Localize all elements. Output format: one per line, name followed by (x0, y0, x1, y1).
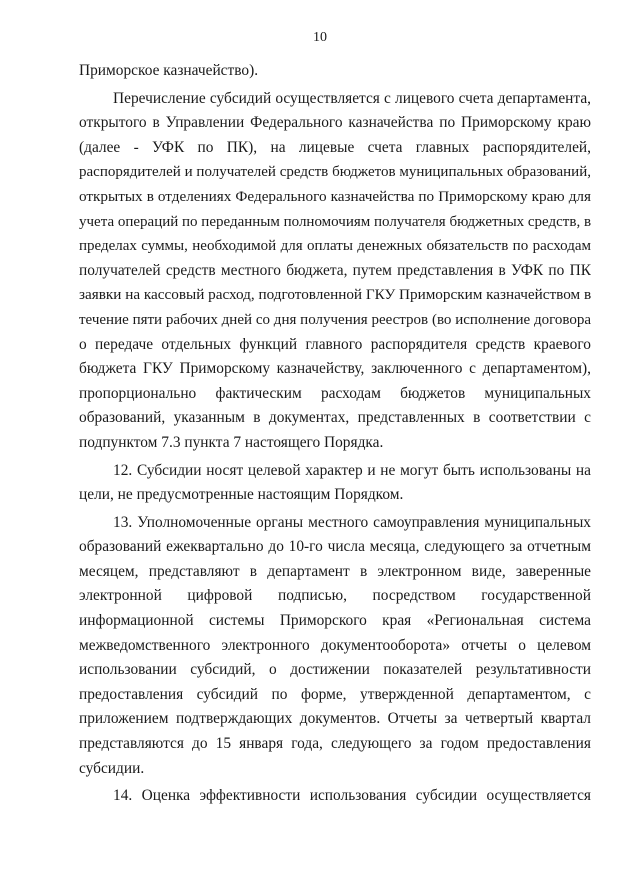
text-line: подпунктом 7.3 пункта 7 настоящего Порядка. (79, 433, 384, 451)
text-line: межведомственного электронного документооборота» отчеты о целевом (79, 636, 591, 654)
text-line: субсидии. (79, 759, 145, 777)
text-line: пропорционально фактическим расходам бюджетов муниципальных (79, 384, 591, 402)
text-line: представляются до 15 января года, следующего за годом предоставления (79, 735, 591, 753)
text-line: цели, не предусмотренные настоящим Порядком. (79, 486, 404, 504)
text-line: (далее - УФК по ПК), на лицевые счета главных распорядителей, (79, 138, 591, 156)
text-line: бюджета ГКУ Приморскому казначейству, заключенного с департаментом), (79, 360, 591, 378)
text-line: течение пяти рабочих дней со дня получения реестров (во исполнение договора (79, 311, 591, 328)
text-line: Перечисление субсидий осуществляется с лицевого счета департамента, (113, 89, 591, 107)
text-line: предоставления субсидий по форме, утвержденной департаментом, с (79, 685, 591, 703)
text-line: 14. Оценка эффективности использования субсидии осуществляется (113, 787, 591, 805)
text-line: образований, указанным в документах, представленных в соответствии с (79, 409, 591, 427)
text-line: открытого в Управлении Федерального казначейства по Приморскому краю (79, 114, 591, 132)
text-line: о передаче отдельных функций главного распорядителя средств краевого (79, 335, 591, 353)
text-line: месяцем, представляют в департамент в электронном виде, заверенные (79, 562, 591, 580)
text-line: открытых в отделениях Федерального казначейства по Приморскому краю для (79, 187, 591, 205)
text-line: приложением подтверждающих документов. Отчеты за четвертый квартал (79, 710, 591, 728)
text-line: распорядителей и получателей средств бюджетов муниципальных образований, (79, 164, 591, 181)
text-line: информационной системы Приморского края «Региональная система (79, 612, 591, 630)
text-line: пределах суммы, необходимой для оплаты денежных обязательств по расходам (79, 238, 591, 255)
text-line: образований ежеквартально до 10-го числа месяца, следующего за отчетным (79, 538, 591, 556)
text-line: 13. Уполномоченные органы местного самоуправления муниципальных (113, 513, 591, 531)
text-line: заявки на кассовый расход, подготовленной ГКУ Приморским казначейством в (79, 286, 591, 304)
page-number: 10 (313, 30, 327, 45)
text-line: электронной цифровой подписью, посредством государственной (79, 587, 591, 605)
text-line: учета операций по переданным полномочиям получателя бюджетных средств, в (79, 213, 591, 230)
text-line: 12. Субсидии носят целевой характер и не могут быть использованы на (113, 461, 591, 479)
text-line: Приморское казначейство). (79, 62, 259, 79)
text-line: использовании субсидий, о достижении показателей результативности (79, 661, 591, 679)
text-line: получателей средств местного бюджета, путем представления в УФК по ПК (79, 261, 591, 279)
document-body (79, 59, 591, 809)
